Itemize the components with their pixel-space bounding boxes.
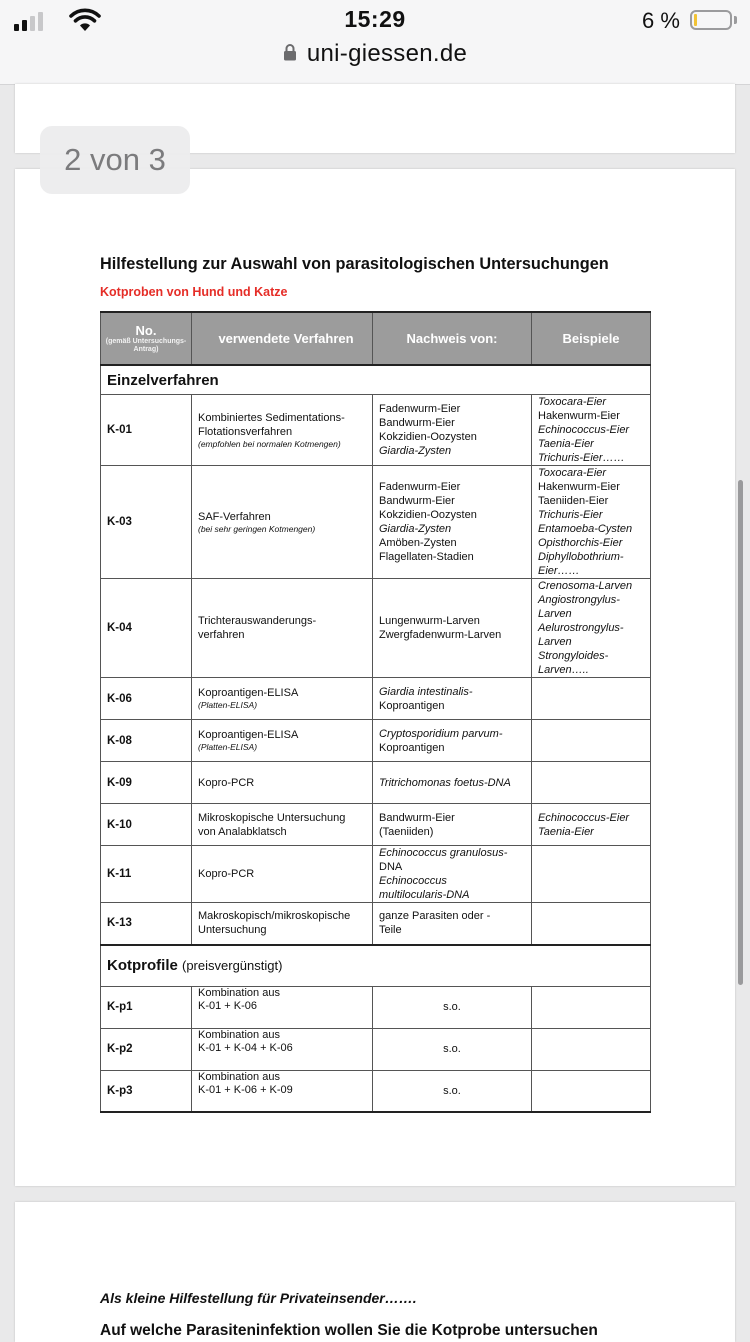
- profile-detection: s.o.: [373, 986, 532, 1028]
- row-examples: [532, 762, 651, 804]
- row-code: K-13: [101, 903, 192, 945]
- profile-combination: Kombination aus K-01 + K-06: [192, 986, 373, 1028]
- table-row: [101, 762, 651, 804]
- header-procedure: verwendete Verfahren: [192, 312, 373, 365]
- document-subtitle: Kotproben von Hund und Katze: [100, 285, 288, 299]
- row-detection: Lungenwurm-Larven Zwergfadenwurm-Larven: [373, 579, 532, 678]
- section-title-profiles: Kotprofile (preisvergünstigt): [101, 945, 651, 987]
- table-row: [101, 720, 651, 762]
- row-examples: Echinococcus-Eier Taenia-Eier: [532, 804, 651, 846]
- row-procedure: Makroskopisch/mikroskopische Untersuchung: [192, 903, 373, 945]
- profile-examples: [532, 986, 651, 1028]
- section-row-profiles: [101, 945, 651, 987]
- header-examples: Beispiele: [532, 312, 651, 365]
- profile-code: K-p2: [101, 1028, 192, 1070]
- battery-icon: [690, 10, 732, 30]
- row-examples: Toxocara-Eier Hakenwurm-Eier Taeniiden-Eier Trichuris-Eier Entamoeba-Cysten Opisthorchis-Eier Diphyllobothrium- Eier……: [532, 466, 651, 579]
- row-procedure: Kombiniertes Sedimentations- Flotationsverfahren (empfohlen bei normalen Kotmengen): [192, 395, 373, 466]
- profile-detection: s.o.: [373, 1028, 532, 1070]
- table-row: [101, 579, 651, 678]
- row-detection: ganze Parasiten oder - Teile: [373, 903, 532, 945]
- row-procedure: Kopro-PCR: [192, 762, 373, 804]
- row-detection: Fadenwurm-Eier Bandwurm-Eier Kokzidien-Oozysten Giardia-Zysten: [373, 395, 532, 466]
- lock-icon: [283, 43, 297, 61]
- url-text: uni-giessen.de: [306, 40, 468, 67]
- profile-row: [101, 1070, 651, 1112]
- row-code: K-04: [101, 579, 192, 678]
- row-examples: [532, 720, 651, 762]
- row-code: K-08: [101, 720, 192, 762]
- row-code: K-01: [101, 395, 192, 466]
- profile-combination: Kombination aus K-01 + K-06 + K-09: [192, 1070, 373, 1112]
- row-detection: Echinococcus granulosus- DNA Echinococcus multilocularis-DNA: [373, 846, 532, 903]
- profile-combination: Kombination aus K-01 + K-04 + K-06: [192, 1028, 373, 1070]
- row-detection: Fadenwurm-Eier Bandwurm-Eier Kokzidien-Oozysten Giardia-Zysten Amöben-Zysten Flagellaten-Stadien: [373, 466, 532, 579]
- section-title-single: Einzelverfahren: [101, 365, 651, 395]
- row-detection: Giardia intestinalis- Koproantigen: [373, 678, 532, 720]
- section-row-single: [101, 365, 651, 395]
- table-row: [101, 395, 651, 466]
- row-examples: [532, 678, 651, 720]
- table-row: [101, 903, 651, 945]
- table-row: [101, 678, 651, 720]
- row-procedure: Koproantigen-ELISA (Platten-ELISA): [192, 720, 373, 762]
- profile-code: K-p1: [101, 986, 192, 1028]
- profile-code: K-p3: [101, 1070, 192, 1112]
- row-examples: Toxocara-Eier Hakenwurm-Eier Echinococcus-Eier Taenia-Eier Trichuris-Eier……: [532, 395, 651, 466]
- page-indicator: 2 von 3: [40, 126, 190, 194]
- document-title: Hilfestellung zur Auswahl von parasitologischen Untersuchungen: [100, 255, 609, 273]
- status-time: 15:29: [344, 6, 406, 32]
- row-code: K-11: [101, 846, 192, 903]
- row-code: K-03: [101, 466, 192, 579]
- browser-top-bar: [0, 0, 750, 85]
- address-bar[interactable]: [0, 40, 750, 70]
- row-examples: [532, 846, 651, 903]
- header-detection: Nachweis von:: [373, 312, 532, 365]
- row-code: K-06: [101, 678, 192, 720]
- header-no: No. (gemäß Untersuchungs-Antrag): [101, 312, 192, 365]
- row-procedure: SAF-Verfahren (bei sehr geringen Kotmengen): [192, 466, 373, 579]
- table-row: [101, 466, 651, 579]
- scrollbar[interactable]: [738, 480, 743, 985]
- row-procedure: Mikroskopische Untersuchung von Analabklatsch: [192, 804, 373, 846]
- profile-row: [101, 1028, 651, 1070]
- row-detection: Cryptosporidium parvum- Koproantigen: [373, 720, 532, 762]
- page3-intro-text: Als kleine Hilfestellung für Privateinsender…….: [100, 1290, 417, 1306]
- row-examples: Crenosoma-Larven Angiostrongylus- Larven Aelurostrongylus- Larven Strongyloides- Larven…..: [532, 579, 651, 678]
- row-examples: [532, 903, 651, 945]
- profile-examples: [532, 1070, 651, 1112]
- table-row: [101, 846, 651, 903]
- row-code: K-10: [101, 804, 192, 846]
- profile-examples: [532, 1028, 651, 1070]
- row-detection: Tritrichomonas foetus-DNA: [373, 762, 532, 804]
- profile-detection: s.o.: [373, 1070, 532, 1112]
- row-procedure: Koproantigen-ELISA (Platten-ELISA): [192, 678, 373, 720]
- row-procedure: Trichterauswanderungs- verfahren: [192, 579, 373, 678]
- battery-tip: [734, 16, 737, 24]
- battery-percent: 6 %: [642, 8, 680, 33]
- table-row: [101, 804, 651, 846]
- row-detection: Bandwurm-Eier (Taeniiden): [373, 804, 532, 846]
- row-procedure: Kopro-PCR: [192, 846, 373, 903]
- page3-question-text: Auf welche Parasiteninfektion wollen Sie die Kotprobe untersuchen: [100, 1322, 598, 1339]
- pdf-page-3: [15, 1202, 735, 1342]
- table-header-row: [101, 312, 651, 365]
- parasitology-table: [100, 311, 651, 1113]
- profile-row: [101, 986, 651, 1028]
- row-code: K-09: [101, 762, 192, 804]
